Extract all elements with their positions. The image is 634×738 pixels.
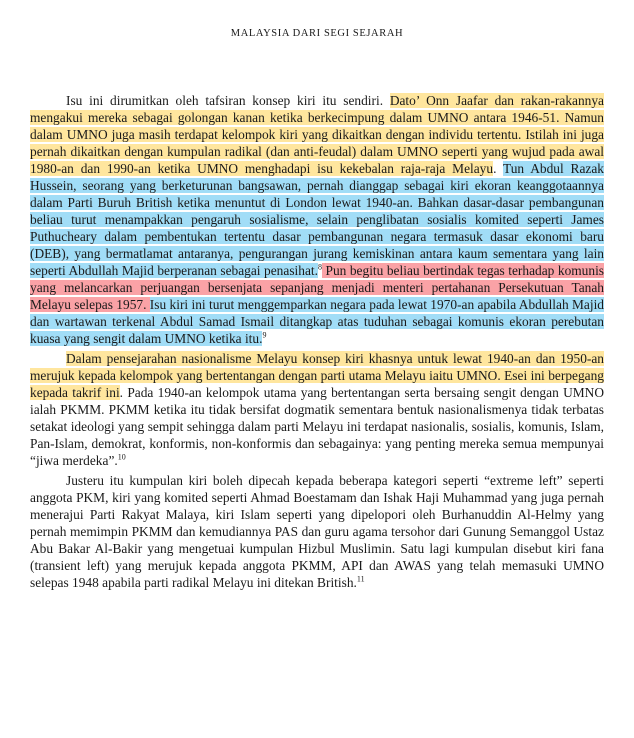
highlighted-text-blue: Tun Abdul Razak Hussein, seorang yang berketurunan bangsawan, pernah dianggap sebagai kiri ekoran keanggotaannya dalam Parti Buruh British ketika menuntut di London lewat 1940-an. Bahkan dasar-dasar pembangunan beliau turut menampakkan pengaruh sosialisme, selain penglibatan sosialis komited seperti James Puthucheary dalam pembentukan tertentu dasar pembangunan negara termasuk dasar ekonomi baru (DEB), yang bermatlamat antaranya, pengurangan jurang kemiskinan antara kaum sementara yang lain seperti Abdullah Majid berperanan sebagai penasihat. [30, 161, 604, 278]
highlighted-text-red: Pun begitu beliau bertindak tegas terhadap komunis yang melancarkan perjuangan bersenjata sepanjang menjadi menteri pertahanan Persekutuan Tanah Melayu selepas 1957. [30, 263, 605, 312]
highlighted-text-yellow: Dato’ Onn Jaafar dan rakan-rakannya mengakui mereka sebagai golongan kanan ketika berkecimpung dalam UMNO antara 1946-51. Namun dalam UMNO juga masih terdapat kelompok kiri yang dikaitkan dengan individu tertentu. Istilah ini juga pernah dikaitkan dengan kumpulan radikal (dan anti-feudal) dalam UMNO seperti yang wujud pada awal 1980-an dan 1990-an ketika UMNO menghadapi isu kekebalan raja-raja Melayu [30, 93, 604, 176]
footnote-marker: 8 [317, 262, 322, 272]
paragraph [30, 472, 604, 591]
running-header: MALAYSIA DARI SEGI SEJARAH [230, 28, 404, 39]
footnote-marker: 9 [262, 330, 267, 340]
highlighted-text-blue: Isu kiri ini turut menggemparkan negara pada lewat 1970-an apabila Abdullah Majid dan wartawan terkenal Abdul Samad Ismail ditangkap atas tuduhan sebagai komunis ekoran perebutan kuasa yang sengit dalam UMNO ketika itu. [30, 297, 604, 346]
text-span: . [493, 161, 504, 176]
footnote-marker: 11 [356, 574, 365, 584]
paragraph [30, 92, 604, 347]
paragraph [30, 350, 604, 469]
text-span: Isu ini dirumitkan oleh tafsiran konsep kiri itu sendiri. [66, 93, 390, 108]
text-span: Justeru itu kumpulan kiri boleh dipecah kepada beberapa kategori seperti “extreme left” seperti anggota PKM, kiri yang komited seperti Ahmad Boestamam dan Ishak Haji Muhammad yang juga pernah menerajui Parti Rakyat Malaya, kiri Islam seperti yang dipelopori oleh Burhanuddin Al-Helmy yang pernah memimpin PKMM dan kemudiannya PAS dan guru agama tersohor dari Gunung Semanggol Ustaz Abu Bakar Al-Bakir yang mengetuai kumpulan Hizbul Muslimin. Satu lagi kumpulan disebut kiri fana (transient left) yang merujuk kepada anggota PKMM, API dan AWAS yang telah memasuki UMNO selepas 1948 apabila parti radikal Melayu ini ditekan British. [30, 473, 604, 590]
body-text [30, 92, 604, 594]
footnote-marker: 10 [117, 452, 126, 462]
highlighted-text-yellow: Dalam pensejarahan nasionalisme Melayu konsep kiri khasnya untuk lewat 1940-an dan 1950-an merujuk kepada kelompok yang bertentangan dengan parti utama Melayu iaitu UMNO. Esei ini berpegang kepada takrif ini [30, 351, 604, 400]
text-span: . Pada 1940-an kelompok utama yang bertentangan serta bersaing sengit dengan UMNO ialah PKMM. PKMM ketika itu tidak bersifat dogmatik sementara bentuk nasionalismenya tidak terbatas setakat ideologi yang sempit sehingga dalam parti Melayu ini terdapat nasionalis, sosialis, komunis, Islam, Pan-Islam, demokrat, konformis, non-konformis dan sebagainya: yang penting mereka semua mempunyai “jiwa merdeka”. [30, 385, 604, 468]
